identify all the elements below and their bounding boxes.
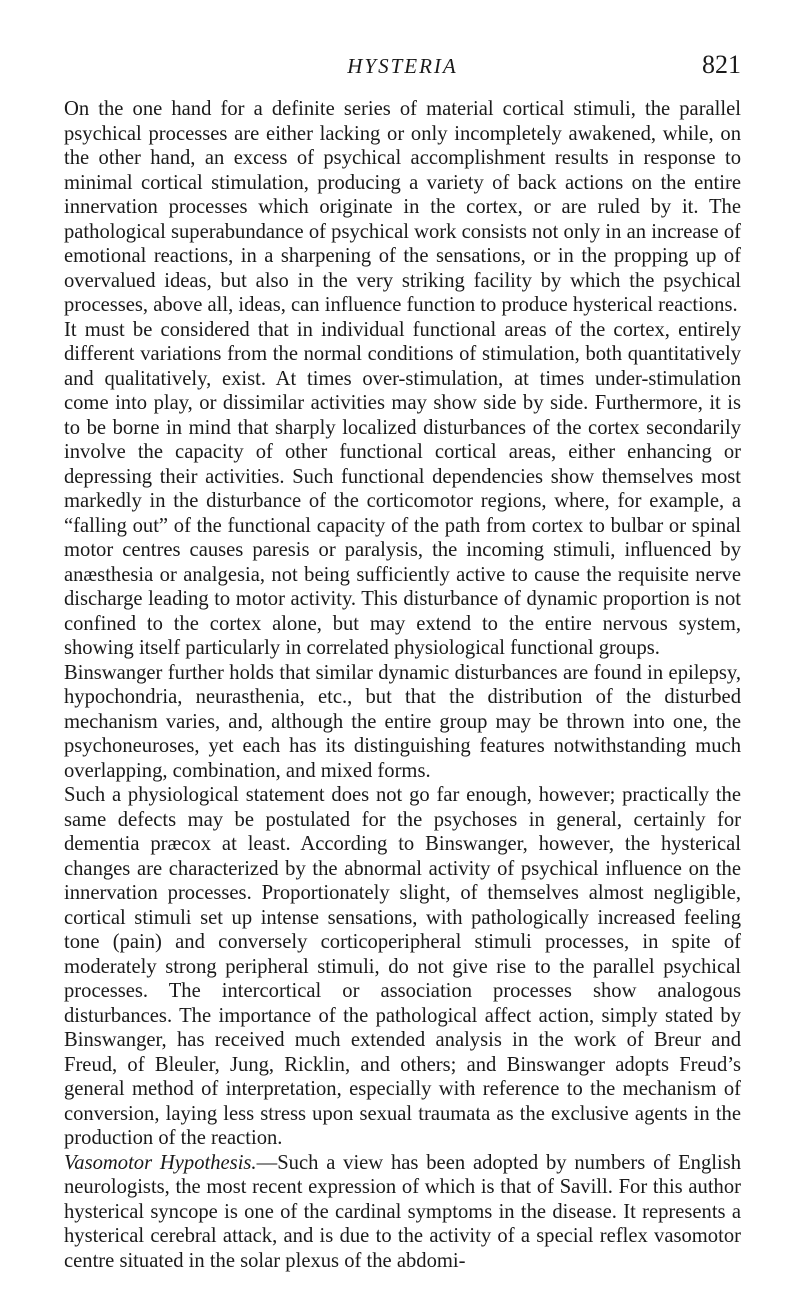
- section-lead-heading: Vasomotor Hypothesis.: [64, 1151, 257, 1174]
- paragraph: Binswanger further holds that similar dynamic disturbances are found in epilepsy, hypochondria, neurasthenia, etc., but that the distribution of the disturbed mechanism varies, and, although the entire group may be thrown into one, the psychoneuroses, yet each has its distinguishing features notwithstanding much overlapping, combination, and mixed forms.: [64, 661, 741, 782]
- body-text: [64, 97, 741, 1273]
- paragraph-vasomotor: [64, 1151, 741, 1274]
- paragraph-text: —Such a view has been adopted by numbers of English neurologists, the most recent expression of which is that of Savill. For this author hysterical syncope is one of the cardinal symptoms in the disease. It represents a hysterical cerebral attack, and is due to the activity of a special reflex vasomotor centre situated in the solar plexus of the abdomi-: [64, 1151, 742, 1272]
- running-title: HYSTERIA: [347, 54, 458, 78]
- paragraph: On the one hand for a definite series of material cortical stimuli, the parallel psychical processes are either lacking or only incompletely awakened, while, on the other hand, an excess of psychical accomplishment results in response to minimal cortical stimulation, producing a variety of back actions on the entire innervation processes which originate in the cortex, or are ruled by it. The pathological superabundance of psychical work consists not only in an increase of emotional reactions, in a sharpening of the sensations, or in the propping up of overvalued ideas, but also in the very striking facility by which the psychical processes, above all, ideas, can influence function to produce hysterical reactions.: [64, 98, 741, 316]
- running-head: [64, 50, 741, 86]
- paragraph: It must be considered that in individual functional areas of the cortex, entirely different variations from the normal conditions of stimulation, both quantitatively and qualitatively, exist. At times over-stimulation, at times under-stimulation come into play, or dissimilar activities may show side by side. Furthermore, it is to be borne in mind that sharply localized disturbances of the cortex secondarily involve the capacity of other functional cortical areas, either enhancing or depressing their activities. Such functional dependencies show themselves most markedly in the disturbance of the corticomotor regions, where, for example, a “falling out” of the functional capacity of the path from cortex to bulbar or spinal motor centres causes paresis or paralysis, the incoming stimuli, influenced by anæsthesia or analgesia, not being sufficiently active to cause the requisite nerve discharge leading to motor activity. This disturbance of dynamic proportion is not confined to the cortex alone, but may extend to the entire nervous system, showing itself particularly in correlated physiological functional groups.: [64, 318, 741, 659]
- page-number: 821: [702, 50, 741, 79]
- paragraph: Such a physiological statement does not go far enough, however; practically the same defects may be postulated for the psychoses in general, certainly for dementia præcox at least. According to Binswanger, however, the hysterical changes are characterized by the abnormal activity of psychical influence on the innervation processes. Proportionately slight, of themselves almost negligible, cortical stimuli set up intense sensations, with pathologically increased feeling tone (pain) and conversely corticoperipheral stimuli processes, in spite of moderately strong peripheral stimuli, do not give rise to the parallel psychical processes. The intercortical or association processes show analogous disturbances. The importance of the pathological affect action, simply stated by Binswanger, has received much extended analysis in the work of Breur and Freud, of Bleuler, Jung, Ricklin, and others; and Binswanger adopts Freud’s general method of interpretation, especially with reference to the mechanism of conversion, laying less stress upon sexual traumata as the exclusive agents in the production of the reaction.: [64, 784, 741, 1149]
